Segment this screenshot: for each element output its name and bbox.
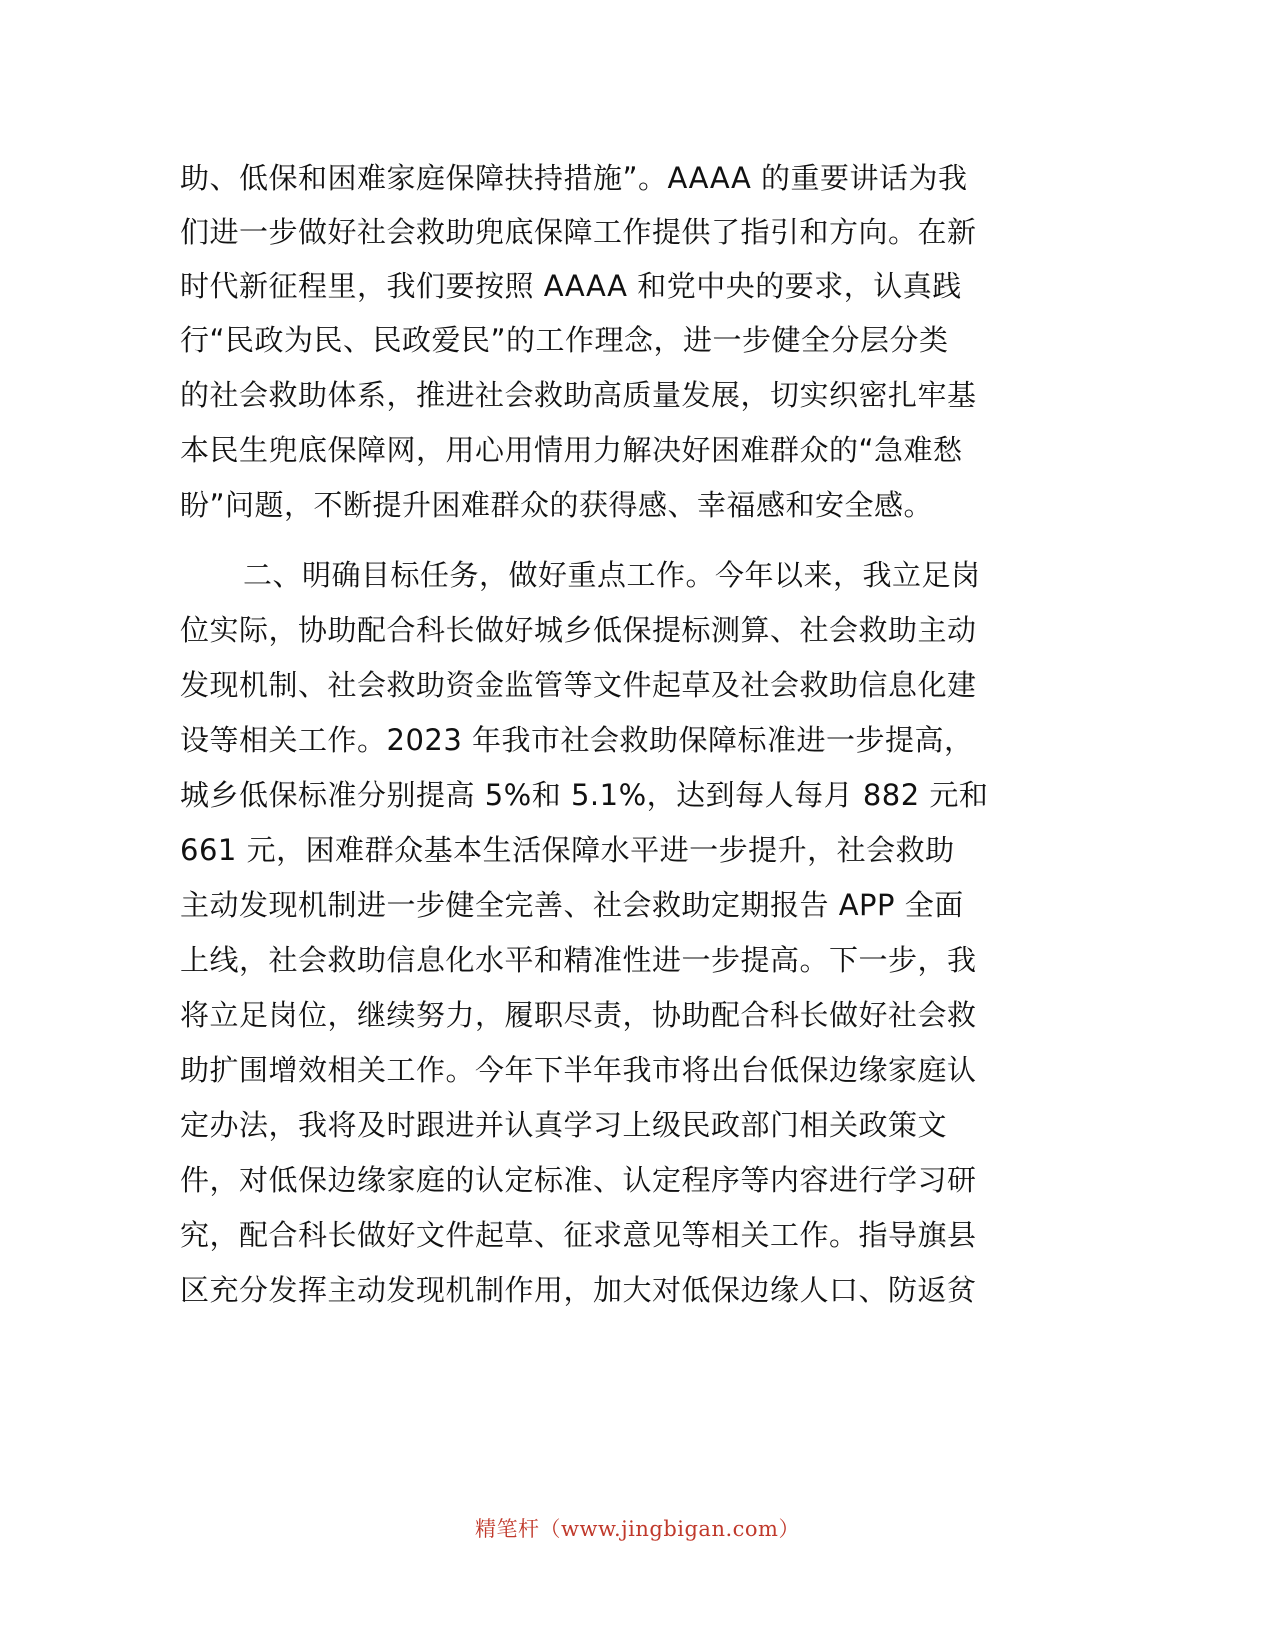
- text-line: 661 元，困难群众基本生活保障水平进一步提升，社会救助: [180, 833, 955, 867]
- text-line: 定办法，我将及时跟进并认真学习上级民政部门相关政策文: [180, 1108, 948, 1142]
- text-line: 助扩围增效相关工作。今年下半年我市将出台低保边缘家庭认: [180, 1053, 977, 1087]
- text-line: 件，对低保边缘家庭的认定标准、认定程序等内容进行学习研: [180, 1163, 977, 1197]
- text-line: 位实际，协助配合科长做好城乡低保提标测算、社会救助主动: [180, 613, 977, 647]
- text-line: 助、低保和困难家庭保障扶持措施”。AAAA 的重要讲话为我: [180, 161, 968, 195]
- text-line: 上线，社会救助信息化水平和精准性进一步提高。下一步，我: [180, 943, 977, 977]
- text-line: 究，配合科长做好文件起草、征求意见等相关工作。指导旗县: [180, 1218, 977, 1252]
- text-line: 时代新征程里，我们要按照 AAAA 和党中央的要求，认真践: [180, 269, 962, 303]
- text-line: 发现机制、社会救助资金监管等文件起草及社会救助信息化建: [180, 668, 977, 702]
- text-line: 主动发现机制进一步健全完善、社会救助定期报告 APP 全面: [180, 888, 964, 922]
- text-line: 盼”问题，不断提升困难群众的获得感、幸福感和安全感。: [180, 488, 934, 522]
- paragraph-heading-line: 二、明确目标任务，做好重点工作。今年以来，我立足岗: [243, 558, 981, 592]
- text-line: 行“民政为民、民政爱民”的工作理念，进一步健全分层分类: [180, 323, 949, 357]
- text-line: 城乡低保标准分别提高 5%和 5.1%，达到每人每月 882 元和: [180, 778, 989, 812]
- text-line: 的社会救助体系，推进社会救助高质量发展，切实织密扎牢基: [180, 378, 977, 412]
- text-line: 们进一步做好社会救助兜底保障工作提供了指引和方向。在新: [180, 215, 977, 249]
- text-line: 将立足岗位，继续努力，履职尽责，协助配合科长做好社会救: [180, 998, 977, 1032]
- text-line: 本民生兜底保障网，用心用情用力解决好困难群众的“急难愁: [180, 433, 963, 467]
- footer-watermark: 精笔杆（www.jingbigan.com）: [475, 1517, 800, 1541]
- text-line: 设等相关工作。2023 年我市社会救助保障标准进一步提高，: [180, 723, 974, 757]
- text-line: 区充分发挥主动发现机制作用，加大对低保边缘人口、防返贫: [180, 1273, 977, 1307]
